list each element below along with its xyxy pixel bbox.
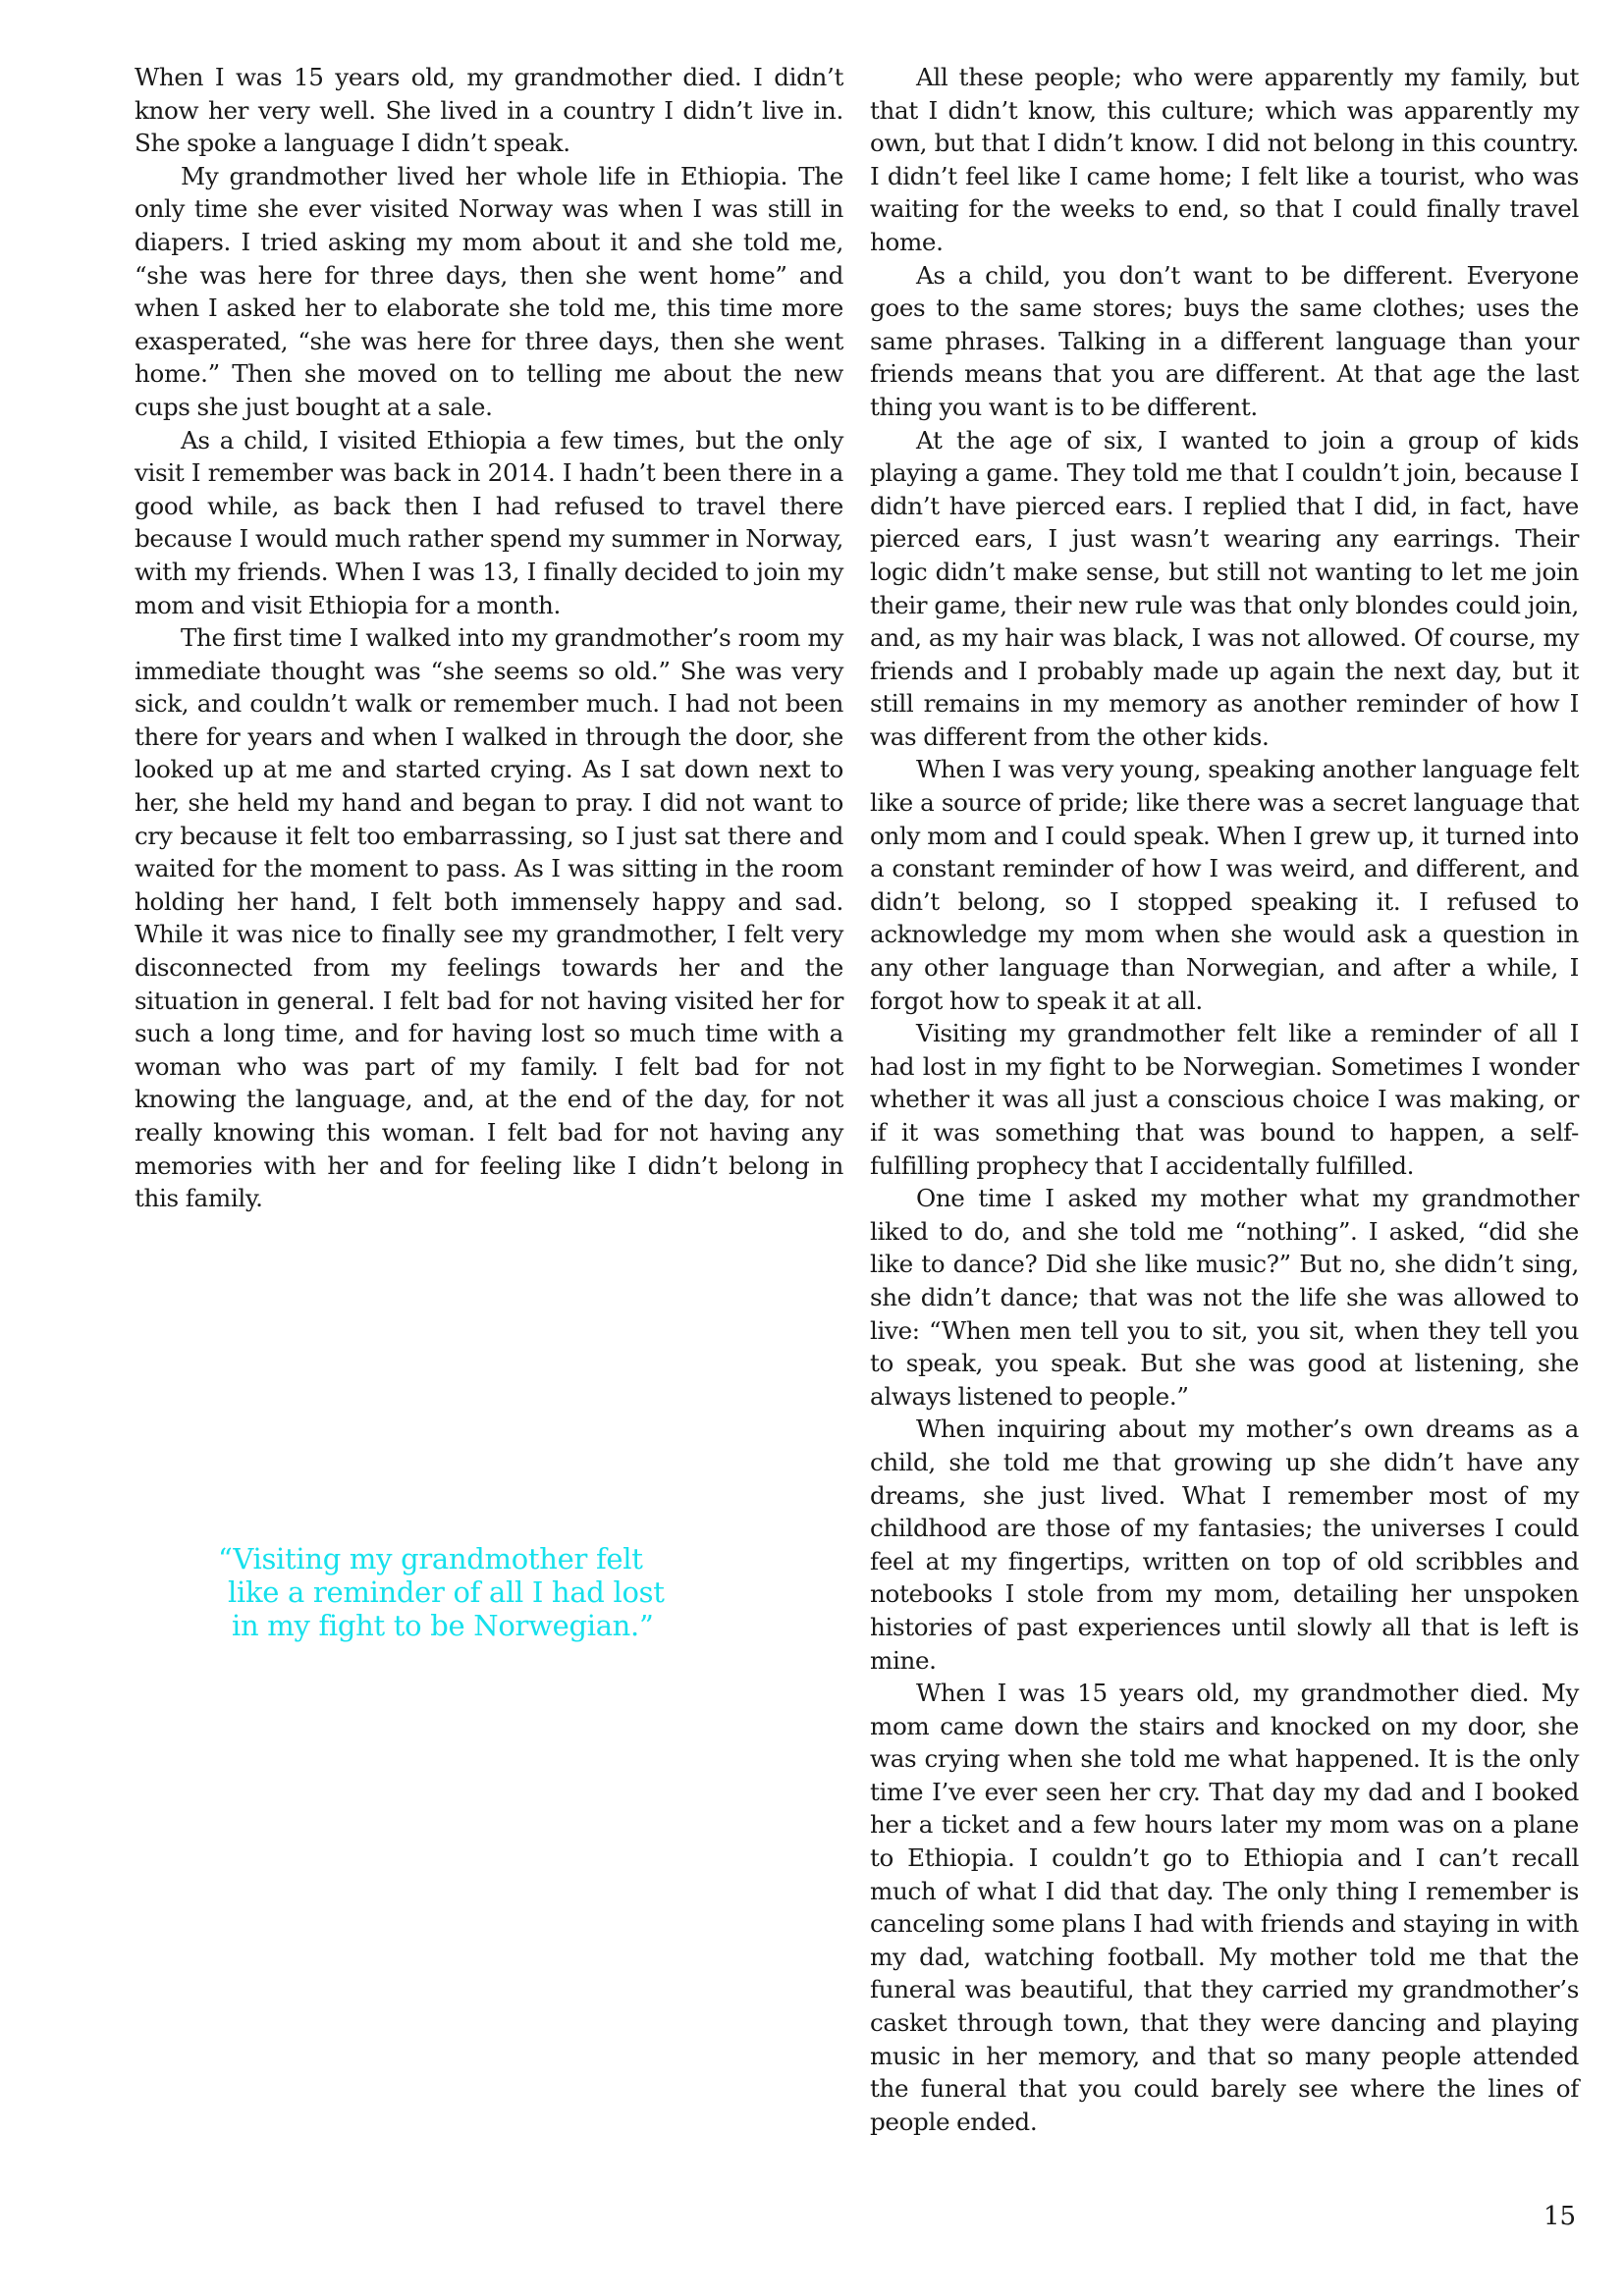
paragraph: My grandmother lived her whole life in Ethiopia. The only time she ever visited Norway was when I was still in diapers. I tried asking my mom about it and she told me, “she was here for three days, then she went home” and when I asked her to elaborate she told me, this time more exasperated, “she was here for three days, then she went home.” Then she moved on to telling me about the new cups she just bought at a sale. xyxy=(135,161,843,421)
paragraph: All these people; who were apparently my family, but that I didn’t know, this culture; which was apparently my own, but that I didn’t know. I did not belong in this country. I didn’t feel like I came home; I felt like a tourist, who was waiting for the weeks to end, so that I could finally travel home. xyxy=(870,63,1579,256)
right-text-column xyxy=(870,61,1579,2138)
paragraph: As a child, you don’t want to be different. Everyone goes to the same stores; buys the same clothes; uses the same phrases. Talking in a different language than your friends means that you are different. At that age the last thing you want is to be different. xyxy=(870,260,1579,421)
page-number: 15 xyxy=(1543,2202,1577,2231)
pull-quote-line: in my fight to be Norwegian.” xyxy=(232,1609,654,1642)
paragraph: At the age of six, I wanted to join a group of kids playing a game. They told me that I couldn’t join, because I didn’t have pierced ears. I replied that I did, in fact, have pierced ears, I just wasn’t wearing any earrings. Their logic didn’t make sense, but still not wanting to let me join their game, their new rule was that only blondes could join, and, as my hair was black, I was not allowed. Of course, my friends and I probably made up again the next day, but it still remains in my memory as another reminder of how I was different from the other kids. xyxy=(870,425,1579,751)
left-text-column xyxy=(135,61,843,1215)
pull-quote-line: “Visiting my grandmother felt xyxy=(218,1542,643,1575)
paragraph: When I was 15 years old, my grandmother died. I didn’t know her very well. She lived in a country I didn’t live in. She spoke a language I didn’t speak. xyxy=(135,63,843,158)
paragraph: One time I asked my mother what my grandmother liked to do, and she told me “nothing”. I asked, “did she like to dance? Did she like music?” But no, she didn’t sing, she didn’t dance; that was not the life she was allowed to live: “When men tell you to sit, you sit, when they tell you to speak, you speak. But she was good at listening, she always listened to people.” xyxy=(870,1184,1579,1411)
paragraph: As a child, I visited Ethiopia a few times, but the only visit I remember was back in 2014. I hadn’t been there in a good while, as back then I had refused to travel there because I would much rather spend my summer in Norway, with my friends. When I was 13, I finally decided to join my mom and visit Ethiopia for a month. xyxy=(135,425,843,619)
paragraph: When inquiring about my mother’s own dreams as a child, she told me that growing up she didn’t have any dreams, she just lived. What I remember most of my childhood are those of my fantasies; the universes I could feel at my fingertips, written on top of old scribbles and notebooks I stole from my mom, detailing her unspoken histories of past experiences until slowly all that is left is mine. xyxy=(870,1415,1579,1675)
pull-quote-line: like a reminder of all I had lost xyxy=(228,1575,665,1609)
pull-quote xyxy=(218,1542,729,1642)
paragraph: When I was very young, speaking another language felt like a source of pride; like there was a secret language that only mom and I could speak. When I grew up, it turned into a constant reminder of how I was weird, and different, and didn’t belong, so I stopped speaking it. I refused to acknowledge my mom when she would ask a question in any other language than Norwegian, and after a while, I forgot how to speak it at all. xyxy=(870,755,1579,1015)
paragraph: Visiting my grandmother felt like a reminder of all I had lost in my fight to be Norwegian. Sometimes I wonder whether it was all just a conscious choice I was making, or if it was something that was bound to happen, a self-fulfilling prophecy that I accidentally fulfilled. xyxy=(870,1019,1579,1180)
paragraph: When I was 15 years old, my grandmother died. My mom came down the stairs and knocked on my door, she was crying when she told me what happened. It is the only time I’ve ever seen her cry. That day my dad and I booked her a ticket and a few hours later my mom was on a plane to Ethiopia. I couldn’t go to Ethiopia and I can’t recall much of what I did that day. The only thing I remember is canceling some plans I had with friends and staying in with my dad, watching football. My mother told me that the funeral was beautiful, that they carried my grandmother’s casket through town, that they were dancing and playing music in her memory, and that so many people attended the funeral that you could barely see where the lines of people ended. xyxy=(870,1679,1579,2136)
paragraph: The first time I walked into my grandmother’s room my immediate thought was “she seems so old.” She was very sick, and couldn’t walk or remember much. I had not been there for years and when I walked in through the door, she looked up at me and started crying. As I sat down next to her, she held my hand and began to pray. I did not want to cry because it felt too embarrassing, so I just sat there and waited for the moment to pass. As I was sitting in the room holding her hand, I felt both immensely happy and sad. While it was nice to finally see my grandmother, I felt very disconnected from my feelings towards her and the situation in general. I felt bad for not having visited her for such a long time, and for having lost so much time with a woman who was part of my family. I felt bad for not knowing the language, and, at the end of the day, for not really knowing this woman. I felt bad for not having any memories with her and for feeling like I didn’t belong in this family. xyxy=(135,623,843,1213)
